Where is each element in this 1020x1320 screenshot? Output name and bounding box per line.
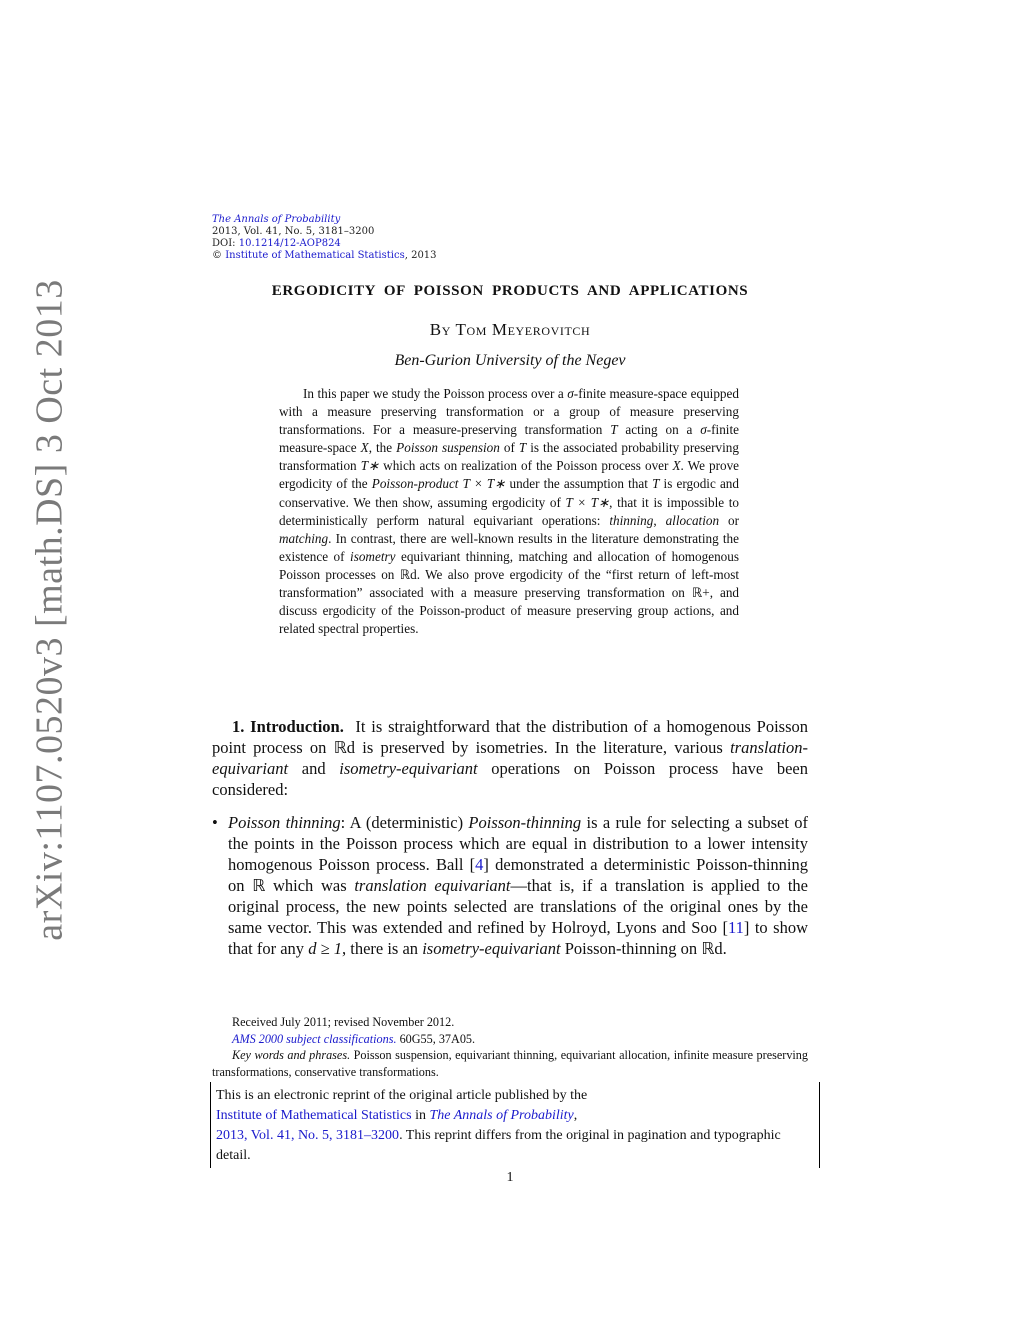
math-X: X	[672, 458, 681, 474]
intro-text: and	[288, 759, 340, 778]
keywords	[212, 1047, 808, 1080]
term-translation-equivariant: translation equivariant	[354, 876, 511, 895]
bullet-icon: •	[212, 813, 218, 832]
abstract-text: under the assumption that	[505, 476, 653, 492]
reprint-text: This is an electronic reprint of the original article published by the	[216, 1088, 588, 1103]
abstract-text: In this paper we study the Poisson process over a	[303, 386, 568, 401]
term-translation-equivariant: translation-equivariant	[212, 738, 809, 778]
bullet-body: ] demonstrated a deterministic Poisson-thinning on	[228, 855, 808, 895]
math-Rd: ℝd	[333, 738, 356, 757]
bullet-body: which was	[265, 876, 355, 895]
bullet-body: —that is, if a translation is applied to the original process, the new points selected are translations of the original ones by the same vector. This was extended and refined by Holroyd, Lyons and Soo [	[228, 876, 808, 937]
abstract-text: . We prove ergodicity of the	[279, 458, 740, 492]
journal-volume-line: 2013, Vol. 41, No. 5, 3181–3200	[212, 226, 375, 237]
math-Rd: ℝd	[701, 939, 723, 958]
term-allocation: allocation	[665, 512, 720, 528]
footnotes	[212, 1014, 808, 1080]
term-isometry-equivariant: isometry-equivariant	[422, 939, 561, 958]
reprint-publisher-link[interactable]: Institute of Mathematical Statistics	[216, 1108, 412, 1123]
math-d-geq-1: d ≥ 1	[308, 939, 342, 958]
reprint-text: in	[411, 1108, 430, 1123]
abstract-text: acting on a	[617, 422, 701, 438]
section-heading: 1. Introduction.	[232, 717, 344, 736]
abstract-text: or	[719, 512, 739, 528]
doi-label: DOI:	[212, 238, 236, 249]
page-number: 1	[506, 1170, 514, 1185]
doi-link[interactable]: 10.1214/12-AOP824	[238, 238, 341, 249]
abstract-text: , and discuss ergodicity of the Poisson-product of measure preserving group actions, and related spectral properties.	[279, 585, 740, 637]
copyright-year: , 2013	[404, 250, 437, 261]
received-dates: Received July 2011; revised November 2012.	[232, 1015, 455, 1029]
reprint-journal-link[interactable]: The Annals of Probability	[429, 1108, 574, 1123]
abstract-text: -finite measure-space	[279, 422, 739, 456]
reprint-notice-text	[216, 1086, 796, 1166]
keywords-label: Key words and phrases.	[232, 1048, 351, 1062]
term-poisson-product: Poisson-product	[371, 476, 459, 492]
term-poisson-suspension: Poisson suspension	[396, 440, 500, 456]
intro-text: is preserved by isometries. In the literature, various	[355, 738, 731, 757]
journal-header	[212, 214, 437, 262]
abstract-text: , the	[368, 440, 397, 456]
ams-classification	[212, 1031, 808, 1048]
bullet-body: , there is an	[342, 939, 423, 958]
bullet-body: : A (deterministic)	[340, 813, 469, 832]
math-T-star: T∗	[360, 458, 380, 474]
math-Rd: ℝd	[399, 566, 417, 582]
term-isometry-equivariant: isometry-equivariant	[339, 759, 478, 778]
author-affiliation: Ben-Gurion University of the Negev	[394, 352, 626, 369]
term-isometry: isometry	[350, 548, 396, 564]
math-R-plus: ℝ+	[691, 585, 710, 601]
bullet-body: Poisson-thinning on	[560, 939, 702, 958]
bullet-body: is a rule for selecting a subset of the points in the Poisson process which are equal in distribution to a lower intensity homogenous Poisson process. Ball [	[228, 813, 809, 874]
bullet-body: .	[722, 939, 727, 958]
abstract	[279, 385, 739, 638]
abstract-text: is the associated probability preserving transformation	[279, 440, 739, 474]
abstract-text: equivariant thinning, matching and allocation of homogenous Poisson processes on	[279, 548, 740, 582]
abstract-text: , that it is impossible to deterministically perform natural equivariant operations:	[279, 494, 739, 528]
bullet-list-item	[212, 812, 808, 959]
abstract-text: . We also prove ergodicity of the “first return of left-most transformation” associated with a measure preserving transformation on	[279, 566, 739, 601]
reprint-text: . This reprint differs from the original in pagination and typographic detail.	[216, 1128, 781, 1163]
intro-text: It is straightforward that the distribution of a homogenous Poisson point process on	[212, 717, 809, 757]
term-poisson-thinning: Poisson thinning	[228, 813, 341, 832]
reprint-volume-link[interactable]: 2013, Vol. 41, No. 5, 3181–3200	[216, 1128, 400, 1143]
arxiv-identifier-stamp	[20, 279, 80, 941]
term-thinning: thinning	[609, 512, 654, 528]
abstract-text: of	[499, 440, 519, 456]
math-product: T × T∗	[565, 494, 610, 510]
term-poisson-thinning-def: Poisson-thinning	[468, 813, 582, 832]
abstract-text: -finite measure-space equipped with a measure preserving transformation or a group of measure preserving transformations. For a measure-preserving transformation	[279, 386, 739, 438]
arxiv-stamp-text: arXiv:1107.0520v3 [math.DS] 3 Oct 2013	[29, 279, 71, 941]
citation-link-11[interactable]: 11	[727, 918, 744, 937]
math-X: X	[360, 440, 369, 456]
math-R: ℝ	[252, 876, 266, 895]
keywords-list: Poisson suspension, equivariant thinning, equivariant allocation, infinite measure preserving transformations, conservative transformations.	[212, 1048, 808, 1079]
reprint-text: ,	[573, 1108, 578, 1123]
abstract-text: ,	[653, 512, 666, 528]
publisher-link[interactable]: Institute of Mathematical Statistics	[225, 250, 405, 261]
math-T: T	[518, 440, 527, 456]
ams-classification-link[interactable]: AMS 2000 subject classifications.	[232, 1031, 397, 1046]
introduction-section	[212, 716, 808, 800]
bullet-body: ] to show that for any	[228, 918, 809, 958]
bullet-text	[228, 812, 808, 959]
abstract-text: . In contrast, there are well-known results in the literature demonstrating the existence of	[279, 530, 739, 564]
abstract-text: is ergodic and conservative. We then show, assuming ergodicity of	[279, 476, 739, 510]
intro-text: operations on Poisson process have been considered:	[212, 759, 808, 799]
math-T: T	[610, 422, 618, 438]
journal-name-link[interactable]: The Annals of Probability	[212, 214, 341, 225]
citation-link-4[interactable]: 4	[475, 855, 484, 874]
paper-title: ERGODICITY OF POISSON PRODUCTS AND APPLICATIONS	[271, 283, 749, 299]
ams-codes: 60G55, 37A05.	[396, 1031, 476, 1046]
math-T: T	[652, 476, 660, 492]
intro-paragraph	[212, 716, 808, 800]
abstract-paragraph	[279, 385, 739, 638]
math-sigma: σ	[567, 386, 574, 401]
abstract-text: which acts on realization of the Poisson process over	[379, 458, 673, 474]
copyright-icon: ©	[212, 250, 222, 261]
term-matching: matching	[279, 530, 329, 546]
math-product: T × T∗	[462, 476, 506, 492]
math-sigma: σ	[700, 422, 707, 438]
author-byline: By Tom Meyerovitch	[429, 320, 591, 339]
